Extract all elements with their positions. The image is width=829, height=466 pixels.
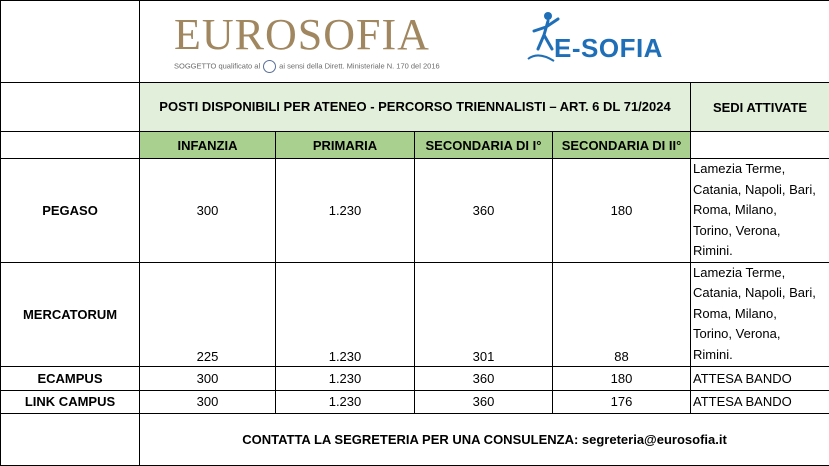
col-secondaria-2: SECONDARIA DI II° [553,132,691,159]
miur-seal-icon [263,60,276,73]
university-name: LINK CAMPUS [1,390,140,413]
value-secondaria-1: 360 [415,159,553,263]
empty-footer-cell [1,413,140,465]
contact-footer: CONTATTA LA SEGRETERIA PER UNA CONSULENZA: segreteria@eurosofia.it [140,413,829,465]
sedi-list [691,159,829,263]
sede-line: Roma, Milano, [693,304,829,325]
col-secondaria-1: SECONDARIA DI I° [415,132,553,159]
esofia-wordmark: E-SOFIA [554,33,663,64]
sede-line: Lamezia Terme, [693,263,829,284]
value-primaria: 1.230 [276,159,415,263]
col-primaria: PRIMARIA [276,132,415,159]
value-primaria: 1.230 [276,262,415,366]
sede-line: Torino, Verona, [693,324,829,345]
sedi-list [691,262,829,366]
empty-header-cell [1,83,140,132]
empty-colhead-cell [1,132,140,159]
esofia-logo [524,9,694,69]
value-infanzia: 225 [140,262,276,366]
value-secondaria-2: 176 [553,390,691,413]
col-infanzia: INFANZIA [140,132,276,159]
university-name: ECAMPUS [1,366,140,390]
university-name: PEGASO [1,159,140,263]
value-secondaria-2: 180 [553,159,691,263]
university-name: MERCATORUM [1,262,140,366]
value-infanzia: 300 [140,159,276,263]
value-secondaria-1: 360 [415,390,553,413]
empty-sedi-colhead [691,132,829,159]
table-row [1,366,829,390]
sedi-status: ATTESA BANDO [691,366,829,390]
value-infanzia: 300 [140,390,276,413]
sede-line: Catania, Napoli, Bari, [693,180,829,201]
sedi-header: SEDI ATTIVATE [691,83,829,132]
value-infanzia: 300 [140,366,276,390]
subtitle-post: ai sensi della Dirett. Ministeriale N. 170 del 2016 [279,61,440,70]
sede-line: Torino, Verona, [693,221,829,242]
sede-line: Rimini. [693,345,829,366]
value-secondaria-1: 360 [415,366,553,390]
eurosofia-logo: EUROSOFIA [174,13,430,57]
subtitle-pre: SOGGETTO qualificato al [174,61,260,70]
table-row [1,159,829,263]
sede-line: Roma, Milano, [693,200,829,221]
sedi-status: ATTESA BANDO [691,390,829,413]
sede-line: Catania, Napoli, Bari, [693,283,829,304]
value-secondaria-2: 180 [553,366,691,390]
empty-corner-cell [1,1,140,83]
sede-line: Rimini. [693,241,829,262]
table-row [1,390,829,413]
value-secondaria-2: 88 [553,262,691,366]
value-primaria: 1.230 [276,390,415,413]
value-secondaria-1: 301 [415,262,553,366]
page-title: POSTI DISPONIBILI PER ATENEO - PERCORSO TRIENNALISTI – ART. 6 DL 71/2024 [140,83,691,132]
table-row [1,262,829,366]
eurosofia-subtitle [174,60,440,73]
logo-banner [140,1,829,83]
sede-line: Lamezia Terme, [693,159,829,180]
value-primaria: 1.230 [276,366,415,390]
